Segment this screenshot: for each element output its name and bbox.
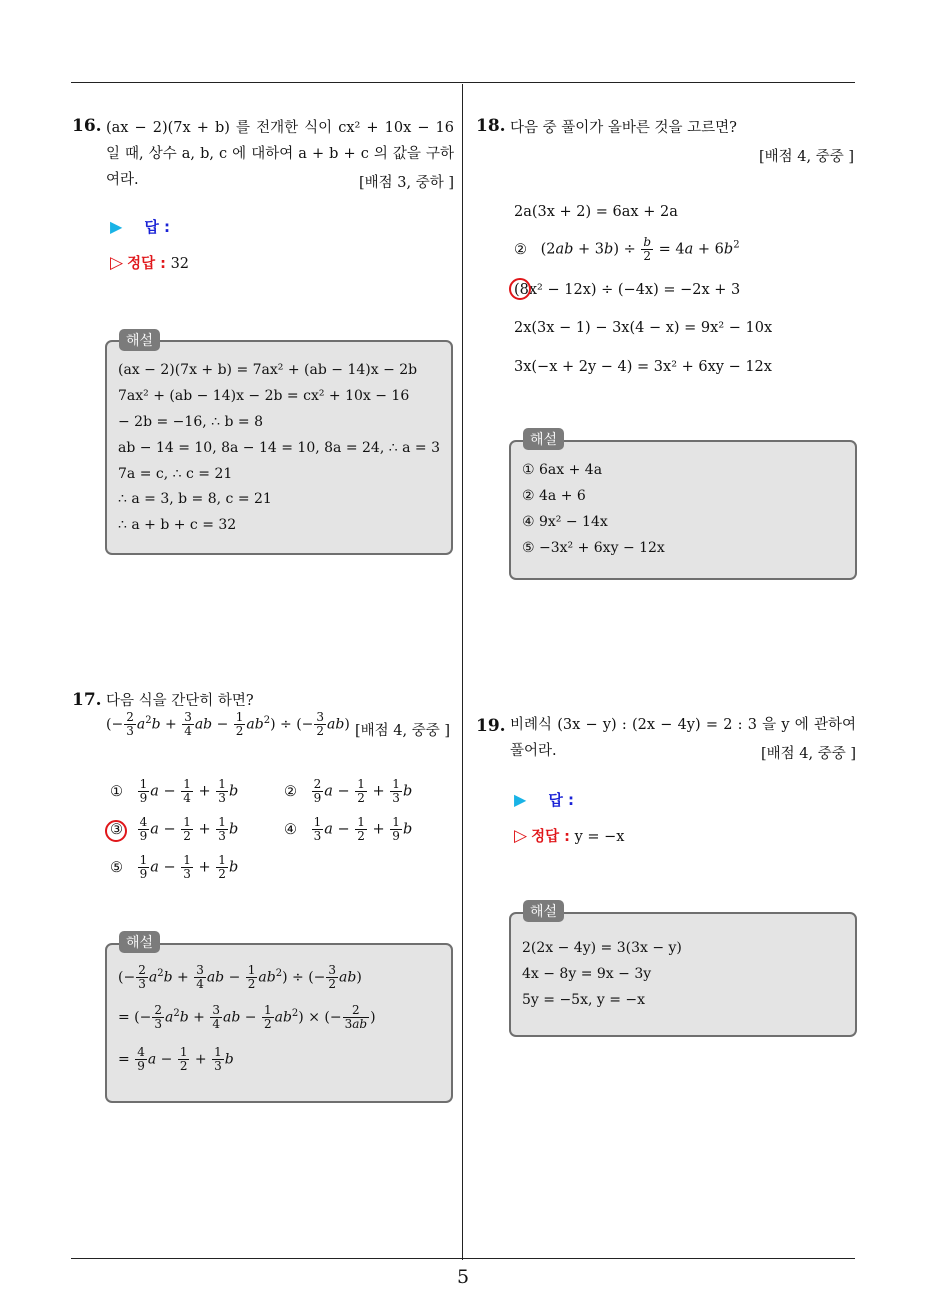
q19-answer-label: ▶ 답 : bbox=[514, 790, 575, 809]
q19-solution-line: 4x − 8y = 9x − 3y bbox=[522, 966, 652, 982]
q16-solution-tag: 해설 bbox=[119, 329, 160, 351]
q17-number: 17. bbox=[72, 690, 102, 710]
play-icon: ▶ bbox=[110, 217, 123, 236]
play-icon: ▶ bbox=[514, 790, 527, 809]
q18-option-2[interactable]: ② (2ab + 3b) ÷ $\frac{b}{2}$ = $4a + 6b^2$ bbox=[514, 235, 740, 263]
q18-text: 다음 중 풀이가 올바른 것을 고르면? bbox=[510, 120, 737, 136]
q19-solution-line: 2(2x − 4y) = 3(3x − y) bbox=[522, 940, 682, 956]
q17-expression: (− $\frac{2}{3}$ $a^2b$ + $\frac{3}{4}$ ab − $\frac{1}{2}$ $ab^2$) ÷ (− $\frac{3}{2}$ ab) bbox=[106, 710, 350, 739]
q16-solution-line: ∴ a + b + c = 32 bbox=[118, 517, 237, 533]
q18-solution-line: ② 4a + 6 bbox=[522, 488, 586, 504]
q17-solution-line: = (− $\frac{2}{3}$ $a^2b$ + $\frac{3}{4}$ ab − $\frac{1}{2}$ $ab^2$) × (− $\frac{2}{3ab}$ ) bbox=[118, 1003, 376, 1031]
q18-solution-line: ① 6ax + 4a bbox=[522, 462, 603, 478]
q18-solution-line: ④ 9x² − 14x bbox=[522, 514, 608, 530]
q19-solution-tag: 해설 bbox=[523, 900, 564, 922]
q18-solution-line: ⑤ −3x² + 6xy − 12x bbox=[522, 540, 665, 556]
q19-number: 19. bbox=[476, 716, 506, 736]
column-divider bbox=[462, 84, 463, 1260]
q17-option-4[interactable]: ④ $\frac{1}{3}$ a − $\frac{1}{2}$ + $\frac{1}{9}$ b bbox=[284, 815, 413, 843]
q16-solution-line: ab − 14 = 10, 8a − 14 = 10, 8a = 24, ∴ a = 3 bbox=[118, 440, 440, 456]
correct-mark-circle bbox=[509, 278, 531, 300]
q16-solution-line: − 2b = −16, ∴ b = 8 bbox=[118, 414, 263, 430]
q18-option-1[interactable]: 2a(3x + 2) = 6ax + 2a bbox=[514, 204, 678, 220]
q16-correct-answer: ▷ 정답 : 32 bbox=[110, 253, 190, 273]
triangle-outline-icon: ▷ bbox=[110, 253, 124, 273]
q19-correct-answer: ▷ 정답 : y = −x bbox=[514, 826, 625, 846]
q17-solution-line: = $\frac{4}{9}$ a − $\frac{1}{2}$ + $\frac{1}{3}$ b bbox=[118, 1045, 234, 1073]
q19-score: [배점 4, 중중 ] bbox=[760, 746, 856, 762]
q16-solution-line: 7a = c, ∴ c = 21 bbox=[118, 466, 233, 482]
q16-solution-line: (ax − 2)(7x + b) = 7ax² + (ab − 14)x − 2b bbox=[118, 362, 418, 378]
top-rule bbox=[71, 82, 855, 83]
q17-solution-line: (− $\frac{2}{3}$ $a^2b$ + $\frac{3}{4}$ ab − $\frac{1}{2}$ $ab^2$) ÷ (− $\frac{3}{2}$ ab) bbox=[118, 963, 362, 991]
correct-mark-circle bbox=[105, 820, 127, 842]
q18-option-5[interactable]: 3x(−x + 2y − 4) = 3x² + 6xy − 12x bbox=[514, 359, 772, 375]
q18-number: 18. bbox=[476, 116, 506, 136]
q19-text: 비례식 (3x − y) : (2x − 4y) = 2 : 3 을 y 에 관하여 풀어라. bbox=[510, 717, 856, 759]
q17-text: 다음 식을 간단히 하면? bbox=[106, 693, 254, 709]
q18-option-4[interactable]: 2x(3x − 1) − 3x(4 − x) = 9x² − 10x bbox=[514, 320, 773, 336]
q16-number: 16. bbox=[72, 116, 102, 136]
triangle-outline-icon: ▷ bbox=[514, 826, 528, 846]
q18-option-3[interactable]: (8x² − 12x) ÷ (−4x) = −2x + 3 bbox=[514, 282, 741, 298]
q19-solution-line: 5y = −5x, y = −x bbox=[522, 992, 646, 1008]
q17-option-5[interactable]: ⑤ $\frac{1}{9}$ a − $\frac{1}{3}$ + $\frac{1}{2}$ b bbox=[110, 853, 239, 881]
q17-option-3[interactable]: ③ $\frac{4}{9}$ a − $\frac{1}{2}$ + $\frac{1}{3}$ b bbox=[110, 815, 239, 843]
q16-solution-line: 7ax² + (ab − 14)x − 2b = cx² + 10x − 16 bbox=[118, 388, 410, 404]
bottom-rule bbox=[71, 1258, 855, 1259]
q16-text: (ax − 2)(7x + b) 를 전개한 식이 cx² + 10x − 16 일 때, 상수 a, b, c 에 대하여 a + b + c 의 값을 구하여라. bbox=[106, 120, 454, 188]
q18-solution-tag: 해설 bbox=[523, 428, 564, 450]
q17-score: [배점 4, 중중 ] bbox=[354, 723, 450, 739]
page-number: 5 bbox=[456, 1266, 470, 1288]
q18-solution-box bbox=[509, 440, 857, 580]
q18-score: [배점 4, 중중 ] bbox=[758, 149, 854, 165]
q16-solution-line: ∴ a = 3, b = 8, c = 21 bbox=[118, 491, 272, 507]
q17-option-1[interactable]: ① $\frac{1}{9}$ a − $\frac{1}{4}$ + $\frac{1}{3}$ b bbox=[110, 777, 239, 805]
q16-answer-label: ▶ 답 : bbox=[110, 217, 171, 236]
q16-score: [배점 3, 중하 ] bbox=[358, 175, 454, 191]
q17-solution-tag: 해설 bbox=[119, 931, 160, 953]
q17-option-2[interactable]: ② $\frac{2}{9}$ a − $\frac{1}{2}$ + $\frac{1}{3}$ b bbox=[284, 777, 413, 805]
